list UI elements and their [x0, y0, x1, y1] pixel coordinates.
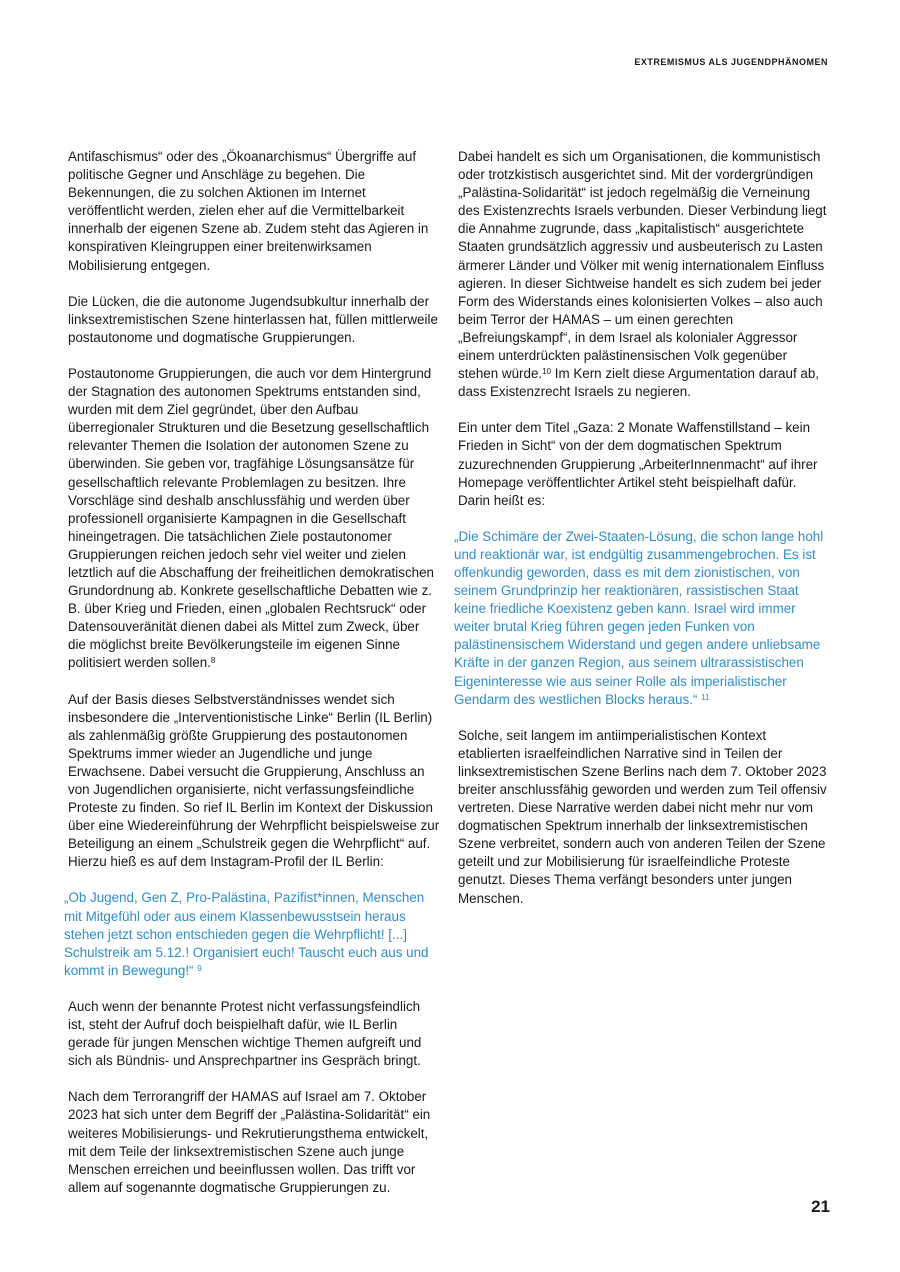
page-number: 21 — [811, 1197, 830, 1216]
quote-text: „Die Schimäre der Zwei-Staaten-Lösung, die schon lange hohl und reaktionär war, ist endgültig zusammengebrochen. Es ist offenkundig geworden, dass es mit dem zionistischen, von seinem Grundprinzip her reaktionären, rassistischen Staat keine friedliche Koexistenz geben kann. Israel wird immer weiter brutal Krieg führen gegen jeden Funken von palästinensischem Widerstand und gegen andere unliebsame Kräfte in der ganzen Region, aus seinem ultrarassistischen Eigeninteresse wie aus seiner Rolle als imperialistischer Gendarm des westlichen Blocks heraus.“ — [454, 528, 824, 707]
paragraph-text: Dabei handelt es sich um Organisationen, die kommunistisch oder trotzkistisch ausgerichtet sind. Mit der vordergründigen „Palästina-Solidarität“ ist jedoch regelmäßig die Verneinung des Existenzrechts Israels verbunden. Dieser Verbindung liegt die Annahme zugrunde, dass „kapitalistisch“ ausgerichtete Staaten grundsätzlich aggressiv und ausbeuterisch zu Lasten ärmerer Länder und Völker mit wenig internationalem Einfluss agieren. In dieser Sichtweise handelt es sich zudem bei jeder Form des Widerstands eines kolonisierten Volkes – also auch beim Terror der HAMAS – um einen gerechten „Befreiungskampf“, in dem Israel als kolonialer Aggressor einem unterdrückten palästinensischen Volk gegenüber stehen würde. — [458, 149, 827, 382]
quote-text: „Ob Jugend, Gen Z, Pro-Palästina, Pazifist*innen, Menschen mit Mitgefühl oder aus einem Klassenbewusstsein heraus stehen jetzt schon entschieden gegen die Wehrpflicht! [...] Schulstreik am 5.12.! Organisiert euch! Tauscht euch aus und kommt in Bewegung!“ — [64, 890, 429, 978]
paragraph: Auf der Basis dieses Selbstverständnisses wendet sich insbesondere die „Interventionistische Linke“ Berlin (IL Berlin) als zahlenmäßig größte Gruppierung des postautonomen Spektrums immer wieder an Jugendliche und junge Erwachsene. Dabei versucht die Gruppierung, Anschluss an von Jugendlichen organisierte, nicht verfassungsfeindliche Proteste zu finden. So rief IL Berlin im Kontext der Diskussion über eine Wiedereinführung der Wehrpflicht beispielsweise zur Beteiligung an einem „Schulstreik gegen die Wehrpflicht“ auf. Hierzu hieß es auf dem Instagram-Profil der IL Berlin: — [68, 691, 440, 870]
paragraph — [458, 148, 830, 401]
footnote-marker[interactable]: 10 — [542, 367, 552, 377]
block-quote — [454, 528, 830, 709]
paragraph-text: Postautonome Gruppierungen, die auch vor dem Hintergrund der Stagnation des autonomen Spektrums entstanden sind, wurden mit dem Ziel gegründet, über den Aufbau überregionaler Strukturen und die Besetzung gesellschaftlich relevanter Themen die Isolation der autonomen Szene zu überwinden. Sie geben vor, tragfähige Lösungsansätze für gesellschaftlich relevante Problemlagen zu besitzen. Ihre Vorschläge sind deshalb anschlussfähig und werden über professionell organisierte Kampagnen in die Gesellschaft hineingetragen. Die tatsächlichen Ziele postautonomer Gruppierungen reichen jedoch sehr viel weiter und zielen letztlich auf die Abschaffung der freiheitlichen demokratischen Grundordnung ab. Konkrete gesellschaftliche Debatten wie z. B. über Krieg und Frieden, einen „globalen Rechtsruck“ oder Datensouveränität dienen dabei als Mittel zum Zweck, über die möglichst breite Bevölkerungsteile im eigenen Sinne politisiert werden sollen. — [68, 365, 434, 671]
footnote-marker[interactable]: 8 — [210, 656, 216, 666]
footnote-marker[interactable]: 9 — [197, 963, 202, 973]
paragraph: Antifaschismus“ oder des „Ökoanarchismus“ Übergriffe auf politische Gegner und Anschläge zu begehen. Die Bekennungen, die zu solchen Aktionen im Internet veröffentlicht werden, zielen eher auf die Vermittelbarkeit innerhalb der eigenen Szene ab. Zudem steht das Agieren in konspirativen Kleingruppen einer breitenwirksamen Mobilisierung entgegen. — [68, 149, 429, 273]
paragraph: Die Lücken, die die autonome Jugendsubkultur innerhalb der linksextremistischen Szene hinterlassen hat, füllen mittlerweile postautonome und dogmatische Gruppierungen. — [68, 293, 438, 345]
paragraph: Nach dem Terrorangriff der HAMAS auf Israel am 7. Oktober 2023 hat sich unter dem Begriff der „Palästina-Solidarität“ ein weiteres Mobilisierungs- und Rekrutierungsthema entwickelt, mit dem Teile der linksextremistischen Szene auch junge Menschen erreichen und beeinflussen wollen. Das trifft vor allem auf sogenannte dogmatische Gruppierungen zu. — [68, 1089, 431, 1195]
paragraph-text: Im Kern zielt diese Argumentation darauf ab, dass Existenzrecht Israels zu negieren. — [458, 366, 819, 400]
paragraph: Auch wenn der benannte Protest nicht verfassungsfeindlich ist, steht der Aufruf doch beispielhaft dafür, wie IL Berlin gerade für jungen Menschen wichtige Themen aufgreift und sich als Bündnis- und Ansprechpartner ins Gespräch bringt. — [68, 998, 422, 1069]
footnote-marker[interactable]: 11 — [701, 692, 710, 702]
right-column — [454, 148, 830, 926]
left-column — [64, 148, 440, 1215]
paragraph: Solche, seit langem im antiimperialistischen Kontext etablierten israelfeindlichen Narrative sind in Teilen der linksextremistischen Szene Berlins nach dem 7. Oktober 2023 breiter anschlussfähig geworden und werden zum Teil offensiv vertreten. Diese Narrative werden dabei nicht mehr nur vom dogmatischen Spektrum innerhalb der linksextremistischen Szene verbreitet, sondern auch von anderen Teilen der Szene geteilt und zur Mobilisierung für israelfeindliche Proteste genutzt. Dieses Thema verfängt besonders unter jungen Menschen. — [458, 727, 827, 906]
paragraph — [68, 365, 440, 673]
paragraph: Ein unter dem Titel „Gaza: 2 Monate Waffenstillstand – kein Frieden in Sicht“ von der dem dogmatischen Spektrum zuzurechnenden Gruppierung „ArbeiterInnenmacht“ auf ihrer Homepage veröffentlichter Artikel steht beispielhaft dafür. Darin heißt es: — [458, 420, 818, 508]
running-head: EXTREMISMUS ALS JUGENDPHÄNOMEN — [634, 57, 828, 67]
block-quote — [64, 889, 440, 979]
